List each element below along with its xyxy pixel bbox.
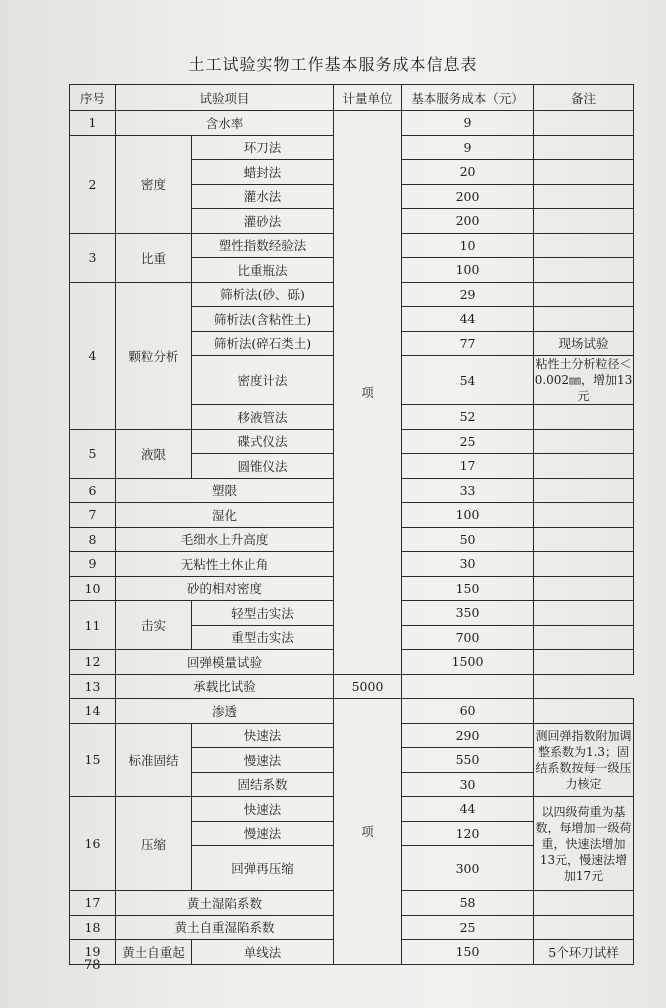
row-subitem: 灌水法	[192, 184, 334, 209]
row-seq: 12	[70, 650, 116, 675]
row-subitem: 回弹再压缩	[192, 846, 334, 891]
row-remark	[534, 576, 634, 601]
row-cost: 25	[402, 915, 534, 940]
row-subitem: 筛析法(含粘性土)	[192, 307, 334, 332]
row-cost: 30	[402, 552, 534, 577]
row-subitem: 固结系数	[192, 772, 334, 797]
row-cost: 100	[402, 503, 534, 528]
row-group: 黄土自重起	[116, 940, 192, 965]
row-remark	[534, 503, 634, 528]
row-cost: 52	[402, 405, 534, 430]
row-subitem: 快速法	[192, 797, 334, 822]
header-unit: 计量单位	[334, 85, 402, 111]
row-item: 回弹模量试验	[116, 650, 334, 675]
row-item: 砂的相对密度	[116, 576, 334, 601]
row-remark: 以四级荷重为基数，每增加一级荷重，快速法增加13元，慢速法增加17元	[534, 797, 634, 891]
row-seq: 6	[70, 478, 116, 503]
row-seq: 5	[70, 429, 116, 478]
header-item: 试验项目	[116, 85, 334, 111]
row-cost: 10	[402, 233, 534, 258]
row-remark: 粘性土分析粒径＜0.002㎜，增加13元	[534, 357, 633, 403]
row-seq: 4	[70, 282, 116, 429]
table-row	[70, 674, 634, 699]
row-seq: 19	[70, 940, 116, 965]
row-cost: 44	[402, 307, 534, 332]
row-remark	[534, 891, 634, 916]
row-subitem: 筛析法(碎石类土)	[192, 331, 334, 356]
row-subitem: 蜡封法	[192, 160, 334, 185]
row-cost: 17	[402, 454, 534, 479]
row-remark	[534, 601, 634, 626]
header-remark: 备注	[534, 85, 634, 111]
row-remark: 5个环刀试样	[534, 940, 634, 965]
row-cost: 550	[402, 748, 534, 773]
row-remark	[534, 454, 634, 479]
row-remark	[534, 184, 634, 209]
unit-cell: 项	[334, 111, 402, 675]
row-remark: 现场试验	[534, 331, 634, 356]
page-number: 78	[84, 958, 101, 973]
row-cost: 700	[402, 625, 534, 650]
row-seq: 2	[70, 135, 116, 233]
row-remark: 测回弹指数附加调整系数为1.3；固结系数按每一级压力核定	[534, 723, 634, 797]
row-subitem: 筛析法(砂、砾)	[192, 282, 334, 307]
row-group: 压缩	[116, 797, 192, 891]
row-seq: 3	[70, 233, 116, 282]
row-subitem: 移液管法	[192, 405, 334, 430]
row-group: 颗粒分析	[116, 282, 192, 429]
row-subitem: 塑性指数经验法	[192, 233, 334, 258]
row-cost: 150	[402, 576, 534, 601]
row-group: 液限	[116, 429, 192, 478]
table-title: 土工试验实物工作基本服务成本信息表	[188, 55, 478, 74]
row-cost: 77	[402, 331, 534, 356]
row-remark	[534, 429, 634, 454]
row-cost: 200	[402, 209, 534, 234]
row-cost: 50	[402, 527, 534, 552]
row-item: 黄土自重湿陷系数	[116, 915, 334, 940]
row-seq: 14	[70, 699, 116, 724]
row-seq: 9	[70, 552, 116, 577]
row-item: 湿化	[116, 503, 334, 528]
row-subitem: 轻型击实法	[192, 601, 334, 626]
unit-cell: 项	[334, 699, 402, 965]
table-row	[70, 699, 634, 724]
row-cost: 29	[402, 282, 534, 307]
row-remark	[534, 307, 634, 332]
row-cost: 25	[402, 429, 534, 454]
row-seq: 13	[70, 674, 116, 699]
row-remark	[534, 258, 634, 283]
row-subitem: 单线法	[192, 940, 334, 965]
row-seq: 10	[70, 576, 116, 601]
row-cost: 5000	[334, 674, 402, 699]
cost-table	[69, 84, 634, 965]
row-remark	[534, 650, 634, 675]
row-cost: 58	[402, 891, 534, 916]
row-remark	[534, 233, 634, 258]
row-seq: 15	[70, 723, 116, 797]
row-item: 含水率	[116, 111, 334, 136]
row-subitem: 比重瓶法	[192, 258, 334, 283]
row-remark	[534, 405, 634, 430]
row-item: 毛细水上升高度	[116, 527, 334, 552]
row-subitem: 快速法	[192, 723, 334, 748]
row-remark	[534, 552, 634, 577]
row-remark	[534, 209, 634, 234]
row-subitem: 密度计法	[192, 356, 334, 405]
row-cost: 54	[402, 356, 534, 405]
row-seq: 1	[70, 111, 116, 136]
row-cost: 9	[402, 111, 534, 136]
row-subitem: 慢速法	[192, 821, 334, 846]
row-subitem: 灌砂法	[192, 209, 334, 234]
row-cost: 20	[402, 160, 534, 185]
row-cost: 9	[402, 135, 534, 160]
row-group: 标准固结	[116, 723, 192, 797]
table-row	[70, 111, 634, 136]
row-cost: 350	[402, 601, 534, 626]
row-subitem: 重型击实法	[192, 625, 334, 650]
row-cost: 1500	[402, 650, 534, 675]
row-seq: 18	[70, 915, 116, 940]
row-cost: 200	[402, 184, 534, 209]
row-group: 击实	[116, 601, 192, 650]
row-remark	[534, 625, 634, 650]
header-cost: 基本服务成本（元）	[402, 85, 534, 111]
row-cost: 44	[402, 797, 534, 822]
row-item: 无粘性土休止角	[116, 552, 334, 577]
header-row	[70, 85, 634, 111]
row-subitem: 慢速法	[192, 748, 334, 773]
row-remark	[534, 282, 634, 307]
row-remark	[534, 160, 634, 185]
row-remark	[534, 699, 634, 724]
row-remark	[534, 135, 634, 160]
row-cost: 290	[402, 723, 534, 748]
row-cost: 60	[402, 699, 534, 724]
row-subitem: 圆锥仪法	[192, 454, 334, 479]
row-cost: 300	[402, 846, 534, 891]
row-item: 承载比试验	[116, 674, 334, 699]
row-item: 黄土湿陷系数	[116, 891, 334, 916]
row-remark	[534, 915, 634, 940]
row-cost: 120	[402, 821, 534, 846]
row-seq: 16	[70, 797, 116, 891]
header-seq: 序号	[70, 85, 116, 111]
row-remark	[534, 527, 634, 552]
row-remark	[534, 111, 634, 136]
row-seq: 7	[70, 503, 116, 528]
row-group: 比重	[116, 233, 192, 282]
row-cost: 33	[402, 478, 534, 503]
row-seq: 11	[70, 601, 116, 650]
row-subitem: 环刀法	[192, 135, 334, 160]
row-remark	[402, 674, 534, 699]
row-item: 渗透	[116, 699, 334, 724]
row-seq: 17	[70, 891, 116, 916]
row-cost: 150	[402, 940, 534, 965]
row-seq: 8	[70, 527, 116, 552]
row-item: 塑限	[116, 478, 334, 503]
row-remark	[534, 478, 634, 503]
row-cost: 100	[402, 258, 534, 283]
row-subitem: 碟式仪法	[192, 429, 334, 454]
row-group: 密度	[116, 135, 192, 233]
row-cost: 30	[402, 772, 534, 797]
